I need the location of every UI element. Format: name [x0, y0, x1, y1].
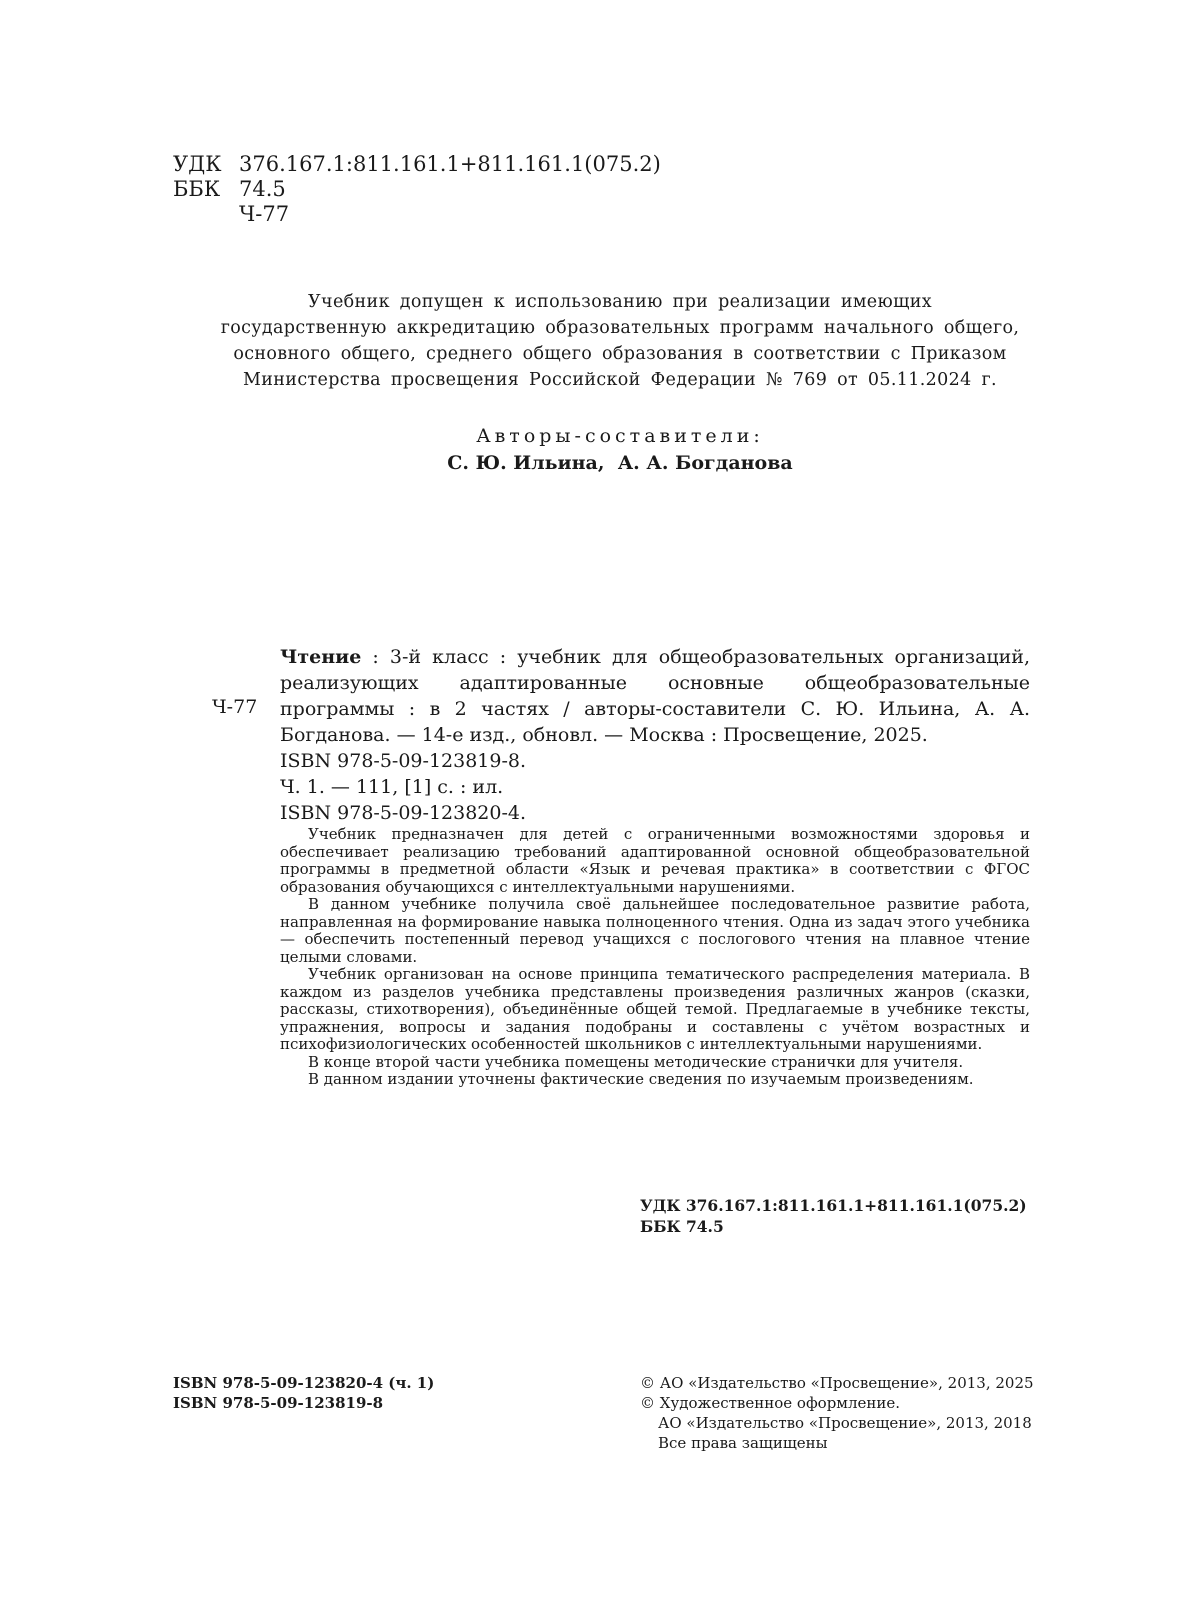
approval-line: Учебник допущен к использованию при реализации имеющих	[308, 292, 932, 312]
approval-line: Министерства просвещения Российской Федерации № 769 от 05.11.2024 г.	[243, 370, 997, 390]
isbn-set: ISBN 978-5-09-123819-8	[173, 1394, 384, 1412]
authors-label: Авторы-составители:	[476, 425, 764, 447]
bibliographic-record	[280, 644, 1030, 826]
bbk-value: 74.5	[239, 177, 286, 201]
isbn-part: ISBN 978-5-09-123820-4 (ч. 1)	[173, 1374, 435, 1392]
approval-statement	[180, 289, 1060, 393]
book-title: Чтение	[280, 646, 362, 668]
approval-line: государственную аккредитацию образовательных программ начального общего,	[220, 318, 1020, 338]
annotation-paragraph: В данном издании уточнены фактические сведения по изучаемым произведениям.	[308, 1070, 974, 1088]
copyright-block	[640, 1373, 1034, 1453]
annotation-paragraph: В конце второй части учебника помещены методические странички для учителя.	[308, 1052, 964, 1071]
author-mark: Ч-77	[239, 202, 290, 226]
annotation-paragraph: Учебник предназначен для детей с ограниченными возможностями здоровья и обеспечивает реализацию требований адаптированной основной общеобразовательной программы в предметной области «Язык и речевая практика» в соответствии с ФГОС образования обучающихся с интеллектуальными нарушениями.	[280, 825, 1030, 896]
annotation-paragraph: Учебник организован на основе принципа тематического распределения материала. В каждом из разделов учебника представлены произведения различных жанров (сказки, рассказы, стихотворения), объединённые общей темой. Предлагаемые в учебнике тексты, упражнения, вопросы и задания подобраны и составлены с учётом возрастных и психофизиологических особенностей школьников с интеллектуальными нарушениями.	[280, 965, 1030, 1053]
authors-names: С. Ю. Ильина, А. А. Богданова	[447, 452, 793, 474]
approval-line: основного общего, среднего общего образования в соответствии с Приказом	[233, 344, 1007, 364]
udk-value: 376.167.1:811.161.1+811.161.1(075.2)	[239, 152, 661, 176]
copyright-line: © АО «Издательство «Просвещение», 2013, 2025	[640, 1374, 1034, 1392]
author-mark-row	[173, 202, 661, 227]
udk-label: УДК	[173, 152, 222, 176]
classification-block	[173, 152, 661, 227]
bbk-label: ББК	[173, 177, 221, 201]
copyright-line: АО «Издательство «Просвещение», 2013, 2018	[658, 1414, 1032, 1432]
copyright-line: © Художественное оформление.	[640, 1394, 901, 1412]
isbn-footer	[173, 1373, 434, 1413]
annotation	[280, 826, 1030, 1089]
isbn-line: Ч. 1. — 111, [1] с. : ил.	[280, 776, 504, 798]
isbn-line: ISBN 978-5-09-123820-4.	[280, 802, 527, 824]
annotation-paragraph: В данном учебнике получила своё дальнейшее последовательное развитие работа, направленная на формирование навыка полноценного чтения. Одна из задач этого учебника — обеспечить постепенный перевод учащихся с послогового чтения на плавное чтение целыми словами.	[280, 895, 1030, 966]
bbk-row	[173, 177, 661, 202]
udk-row	[173, 152, 661, 177]
footer-classification	[640, 1195, 1027, 1237]
book-description: : 3-й класс : учебник для общеобразовательных организаций, реализующих адаптированные основные общеобразовательные программы : в 2 частях / авторы-составители С. Ю. Ильина, А. А. Богданова. — 14-е изд., обновл. — Москва : Просвещение, 2025.	[280, 646, 1030, 746]
catalog-cipher: Ч-77	[212, 696, 258, 718]
footer-bbk: ББК 74.5	[640, 1217, 724, 1236]
bibliographic-description	[280, 644, 1030, 748]
isbn-line: ISBN 978-5-09-123819-8.	[280, 750, 527, 772]
rights-reserved: Все права защищены	[658, 1434, 828, 1452]
footer-udk: УДК 376.167.1:811.161.1+811.161.1(075.2)	[640, 1196, 1027, 1215]
